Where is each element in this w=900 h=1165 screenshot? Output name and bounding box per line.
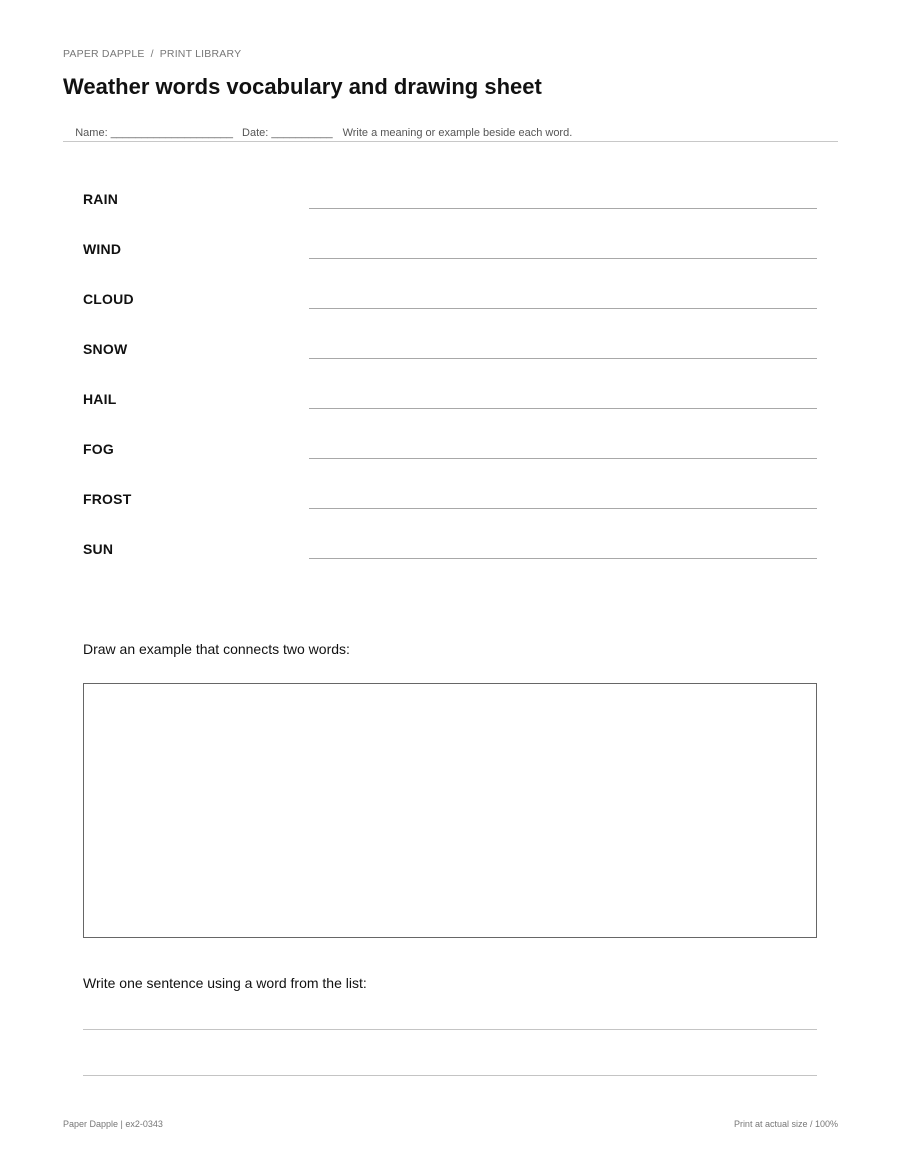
drawing-prompt: Draw an example that connects two words:	[83, 641, 350, 657]
answer-line	[309, 208, 817, 209]
vocabulary-word: WIND	[83, 241, 122, 257]
breadcrumb-section[interactable]: PRINT LIBRARY	[159, 48, 242, 60]
date-field-label: Date: __________	[242, 127, 333, 139]
footer-source: Paper Dapple | ex2-0343	[63, 1119, 163, 1129]
vocabulary-list	[83, 183, 817, 583]
footer-print-note: Print at actual size / 100%	[733, 1119, 838, 1129]
vocabulary-word: SNOW	[83, 341, 128, 357]
answer-line	[309, 358, 817, 359]
vocabulary-row	[83, 383, 817, 433]
vocabulary-word: FOG	[83, 441, 114, 457]
answer-line	[309, 408, 817, 409]
sentence-line	[83, 1075, 817, 1076]
vocabulary-row	[83, 233, 817, 283]
breadcrumb-site[interactable]: PAPER DAPPLE	[63, 48, 145, 60]
name-field-label: Name: ____________________	[75, 127, 234, 139]
vocabulary-word: FROST	[83, 491, 132, 507]
worksheet-meta	[63, 115, 572, 151]
vocabulary-row	[83, 183, 817, 233]
page-title: Weather words vocabulary and drawing sheet	[63, 74, 542, 99]
answer-line	[309, 458, 817, 459]
answer-line	[309, 508, 817, 509]
sentence-line	[83, 1029, 817, 1030]
drawing-box	[83, 683, 817, 938]
vocabulary-word: CLOUD	[83, 291, 134, 307]
vocabulary-word: SUN	[83, 541, 114, 557]
answer-line	[309, 258, 817, 259]
vocabulary-row	[83, 433, 817, 483]
header-divider	[63, 141, 838, 142]
vocabulary-word: RAIN	[83, 191, 119, 207]
vocabulary-row	[83, 483, 817, 533]
vocabulary-row	[83, 283, 817, 333]
breadcrumb	[63, 48, 241, 60]
instruction-text: Write a meaning or example beside each word.	[342, 127, 573, 139]
vocabulary-word: HAIL	[83, 391, 117, 407]
sentence-prompt: Write one sentence using a word from the list:	[83, 975, 367, 991]
vocabulary-row	[83, 533, 817, 583]
vocabulary-row	[83, 333, 817, 383]
answer-line	[309, 558, 817, 559]
breadcrumb-separator: /	[150, 48, 154, 60]
answer-line	[309, 308, 817, 309]
